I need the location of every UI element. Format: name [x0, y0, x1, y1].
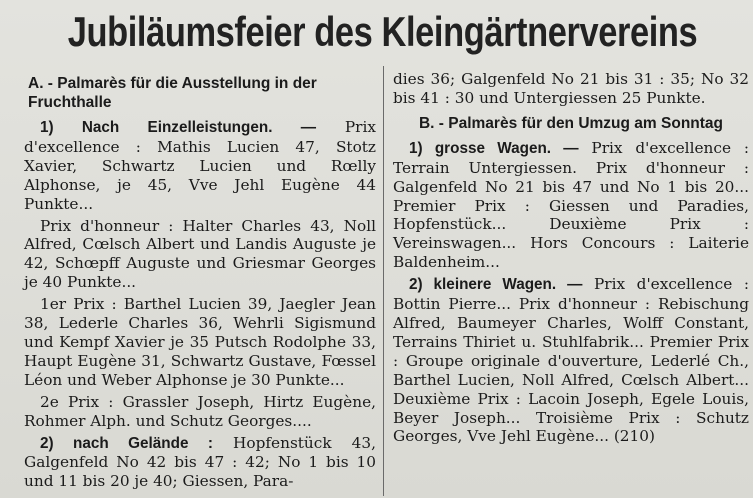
section-a-paragraph-1 — [24, 118, 376, 214]
column-divider — [383, 66, 384, 496]
section-a-p5-lead: 2) nach Gelände : — [40, 434, 213, 452]
section-a-continuation: dies 36; Galgenfeld No 21 bis 31 : 35; No 32 bis 41 : 30 und Untergiessen 25 Punkte. — [393, 70, 749, 107]
page-title: Jubiläumsfeier des Kleingärtnervereins — [67, 8, 698, 55]
section-b-p1-lead: 1) grosse Wagen. — — [409, 139, 579, 157]
section-a-p1-lead: 1) Nach Einzelleistungen. — — [40, 119, 316, 136]
section-a-paragraph-3: 1er Prix : Barthel Lucien 39, Jaegler Jean 38, Lederle Charles 36, Wehrli Sigismund und Kempf Xavier je 35 Putsch Rodolphe 33, Haupt Eugène 31, Schwartz Gustave, Fœssel Léon und Weber Alphonse je 30 Punkte... — [24, 295, 376, 389]
left-column — [24, 74, 376, 494]
section-a-paragraph-2: Prix d'honneur : Halter Charles 43, Noll Alfred, Cœlsch Albert und Landis Auguste je 42, Schœpff Auguste und Griesmar Georges je 40 Punkte... — [24, 216, 376, 292]
section-a-p5-text: Hopfenstück 43, Galgenfeld No 42 bis 47 : 42; No 1 bis 10 und 11 bis 20 je 40; Giessen, Para- — [24, 433, 376, 491]
section-b-p1-text: Prix d'excellence : Terrain Untergiessen. Prix d'honneur : Galgenfeld No 21 bis 47 und No 1 bis 20... Premier Prix : Giessen und Paradies, Hopfenstück... Deuxième Prix : Vereinswagen... Hors Concours : Laiterie Baldenheim... — [393, 138, 749, 272]
section-a-p1-text: Prix d'excellence : Mathis Lucien 47, Stotz Xavier, Schwartz Lucien und Rœlly Alphonse, je 45, Vve Jehl Eugène 44 Punkte... — [24, 118, 376, 213]
section-b-paragraph-1 — [393, 139, 749, 272]
section-b-paragraph-2 — [393, 275, 749, 446]
section-a-title: A. - Palmarès für die Ausstellung in der Fruchthalle — [28, 75, 317, 111]
reference-number: (210) — [613, 427, 655, 446]
section-a-paragraph-5 — [24, 434, 376, 492]
right-column — [393, 70, 749, 449]
section-b-p2-text: Prix d'excellence : Bottin Pierre... Prix d'honneur : Rebischung Alfred, Baumeyer Charles, Wolff Constant, Terrains Thiriet u. Stuhlfabrik... Premier Prix : Groupe originale d'ouverture, Lederlé Ch., Barthel Lucien, Noll Alfred, Cœlsch Albert... Deuxième Prix : Lacoin Joseph, Egele Louis, Beyer Joseph... Troisième Prix : Schutz Georges, Vve Jehl Eugène... — [393, 275, 749, 446]
section-b-title: B. - Palmarès für den Umzug am Sonntag — [418, 114, 724, 132]
section-b-p2-lead: 2) kleinere Wagen. — — [409, 276, 583, 294]
section-a-paragraph-4: 2e Prix : Grassler Joseph, Hirtz Eugène, Rohmer Alph. und Schutz Georges.... — [24, 392, 376, 430]
